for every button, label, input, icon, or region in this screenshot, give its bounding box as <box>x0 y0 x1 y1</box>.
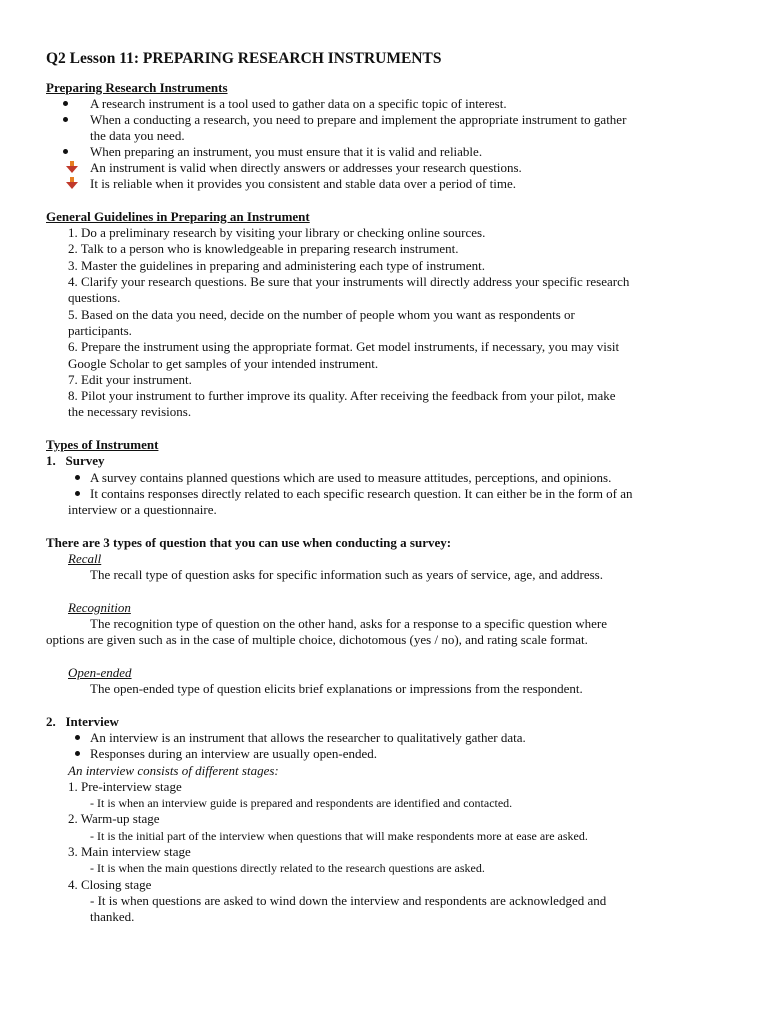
bullet-icon <box>75 475 80 480</box>
guideline-line: 3. Master the guidelines in preparing and administering each type of instrument. <box>68 258 485 273</box>
section-heading-types: Types of Instrument <box>46 437 159 452</box>
open-ended-label: Open-ended <box>68 665 132 680</box>
bullet-icon <box>75 751 80 756</box>
list-item: A research instrument is a tool used to gather data on a specific topic of interest. <box>90 96 507 111</box>
stage-name: 1. Pre-interview stage <box>68 779 182 794</box>
guideline-line: 6. Prepare the instrument using the appropriate format. Get model instruments, if necessary, you may visit <box>68 339 620 354</box>
stage-desc-continuation: thanked. <box>90 909 135 924</box>
recall-text: The recall type of question asks for specific information such as years of service, age, and address. <box>90 567 603 582</box>
stage-desc: - It is the initial part of the interview when questions that will make respondents more at ease are asked. <box>90 829 588 843</box>
list-item: When a conducting a research, you need to prepare and implement the appropriate instrument to gather <box>90 112 627 127</box>
stage-desc: - It is when questions are asked to wind down the interview and respondents are acknowledged and <box>90 893 607 908</box>
stage-name: 2. Warm-up stage <box>68 811 160 826</box>
recognition-text-continuation: options are given such as in the case of multiple choice, dichotomous (yes / no), and rating scale format. <box>46 632 588 647</box>
guideline-line: the necessary revisions. <box>68 404 192 419</box>
list-item: A survey contains planned questions which are used to measure attitudes, perceptions, and opinions. <box>90 470 612 485</box>
guideline-line: 1. Do a preliminary research by visiting your library or checking online sources. <box>68 225 486 240</box>
stage-name: 3. Main interview stage <box>68 844 191 859</box>
guideline-line: participants. <box>68 323 132 338</box>
section-heading-preparing: Preparing Research Instruments <box>46 80 228 95</box>
stage-desc: - It is when the main questions directly related to the research questions are asked. <box>90 861 485 875</box>
guideline-line: 2. Talk to a person who is knowledgeable in preparing research instrument. <box>68 241 459 256</box>
recall-label: Recall <box>68 551 102 566</box>
guideline-line: 4. Clarify your research questions. Be sure that your instruments will directly address your specific research <box>68 274 630 289</box>
guideline-line: 7. Edit your instrument. <box>68 372 192 387</box>
section-heading-guidelines: General Guidelines in Preparing an Instrument <box>46 209 310 224</box>
bullet-icon <box>63 117 68 122</box>
stage-desc: - It is when an interview guide is prepared and respondents are identified and contacted. <box>90 796 513 810</box>
list-item: Responses during an interview are usually open-ended. <box>90 746 378 761</box>
survey-heading: 1. Survey <box>46 453 105 468</box>
list-item: An interview is an instrument that allows the researcher to qualitatively gather data. <box>90 730 526 745</box>
guideline-line: questions. <box>68 290 121 305</box>
bullet-icon <box>63 101 68 106</box>
bullet-icon <box>75 491 80 496</box>
guideline-line: 8. Pilot your instrument to further improve its quality. After receiving the feedback from your pilot, make <box>68 388 616 403</box>
recognition-label: Recognition <box>68 600 131 615</box>
page-title: Q2 Lesson 11: PREPARING RESEARCH INSTRUMENTS <box>46 50 442 67</box>
list-item: When preparing an instrument, you must ensure that it is valid and reliable. <box>90 144 483 159</box>
list-item: It contains responses directly related to each specific research question. It can either be in the form of an <box>90 486 633 501</box>
open-ended-text: The open-ended type of question elicits brief explanations or impressions from the respondent. <box>90 681 583 696</box>
recognition-text: The recognition type of question on the other hand, asks for a response to a specific question where <box>90 616 607 631</box>
interview-heading: 2. Interview <box>46 714 119 729</box>
bullet-icon <box>75 735 80 740</box>
stage-name: 4. Closing stage <box>68 877 152 892</box>
guideline-line: Google Scholar to get samples of your intended instrument. <box>68 356 379 371</box>
down-arrow-icon <box>66 161 78 173</box>
bullet-icon <box>63 149 68 154</box>
stages-intro: An interview consists of different stages: <box>68 763 279 778</box>
list-item-continuation: interview or a questionnaire. <box>68 502 217 517</box>
sub-point: It is reliable when it provides you consistent and stable data over a period of time. <box>90 176 516 191</box>
sub-point: An instrument is valid when directly answers or addresses your research questions. <box>90 160 522 175</box>
list-item-continuation: the data you need. <box>90 128 185 143</box>
down-arrow-icon <box>66 177 78 189</box>
guideline-line: 5. Based on the data you need, decide on the number of people whom you want as respondents or <box>68 307 575 322</box>
question-types-heading: There are 3 types of question that you can use when conducting a survey: <box>46 535 452 550</box>
